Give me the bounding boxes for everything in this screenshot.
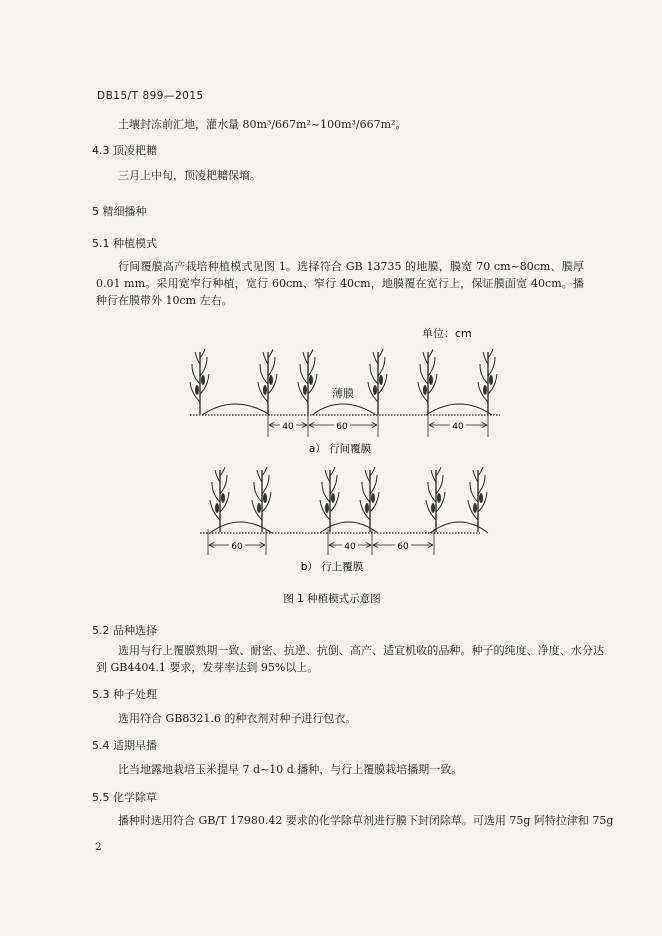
section-4-3-title: 4.3 顶凌耙耱 (92, 144, 157, 157)
dimension-label: 60 (336, 422, 348, 432)
section-5-title: 5 精细播种 (92, 205, 147, 218)
diagram-b-row-film (200, 467, 488, 555)
section-5-4-text: 比当地露地栽培玉米提早 7 d~10 d 播种，与行上覆膜栽培播期一致。 (118, 763, 463, 776)
section-5-1-title: 5.1 种植模式 (92, 237, 157, 250)
section-5-1-text: 行间覆膜高产栽培种植模式见图 1。选择符合 GB 13735 的地膜，膜宽 70 cm~80cm、膜厚 0.01 mm。采用宽窄行种植，宽行 60cm、窄行 40cm，地膜覆在宽行上，保证膜面宽 40cm。播种行在膜带外 10cm 左右。 (96, 260, 584, 307)
film-arc (312, 404, 376, 415)
corn-plant (298, 349, 317, 414)
section-5-5-title: 5.5 化学除草 (92, 791, 157, 804)
corn-plant (368, 349, 387, 414)
dimension-label: 60 (231, 542, 243, 552)
corn-plant (252, 467, 271, 532)
section-5-2-text: 选用与行上覆膜熟期一致、耐密、抗逆、抗倒、高产、适宜机收的品种。种子的纯度、净度、水分达到 GB4404.1 要求，发芽率达到 95%以上。 (96, 644, 604, 674)
film-arc (430, 522, 488, 533)
corn-plant (320, 467, 339, 532)
corn-plant (478, 349, 497, 414)
corn-plant (360, 467, 379, 532)
intro-line: 土壤封冻前汇地，灌水量 80m³/667m²~100m³/667m²。 (118, 118, 407, 131)
document-header: DB15/T 899—2015 (97, 90, 204, 102)
corn-plant (418, 349, 437, 414)
corn-plant (210, 467, 229, 532)
corn-plant (426, 467, 445, 532)
section-5-2-title: 5.2 品种选择 (92, 624, 157, 637)
diagram-a-row-spacing (190, 349, 500, 437)
unit-label: 单位：cm (422, 327, 472, 340)
caption-b: b） 行上覆膜 (300, 561, 364, 573)
dimension-label: 60 (397, 542, 409, 552)
caption-a: a） 行间覆膜 (308, 443, 372, 455)
section-5-5-text: 播种时选用符合 GB/T 17980.42 要求的化学除草剂进行膜下封闭除草。可选用 75g 阿特拉津和 75g (118, 814, 614, 827)
dimension-label: 40 (282, 422, 294, 432)
planting-pattern-figure (180, 325, 500, 615)
corn-plant (190, 349, 209, 414)
corn-plant (258, 349, 277, 414)
film-arc (426, 404, 492, 415)
dimension-label: 40 (452, 422, 464, 432)
figure-caption: 图 1 种植模式示意图 (283, 593, 381, 605)
section-5-3-text: 选用符合 GB8321.6 的种衣剂对种子进行包衣。 (118, 712, 357, 725)
film-arc (202, 404, 270, 415)
section-5-3-title: 5.3 种子处理 (92, 688, 157, 701)
page-number: 2 (95, 841, 102, 853)
section-4-3-text: 三月上中旬，顶凌耙耱保墒。 (118, 169, 261, 182)
dimension-label: 40 (344, 542, 356, 552)
film-arc (210, 522, 272, 533)
film-arc (320, 522, 378, 533)
film-label: 薄膜 (332, 387, 354, 400)
section-5-4-title: 5.4 适期早播 (92, 739, 157, 752)
corn-plant (468, 467, 487, 532)
